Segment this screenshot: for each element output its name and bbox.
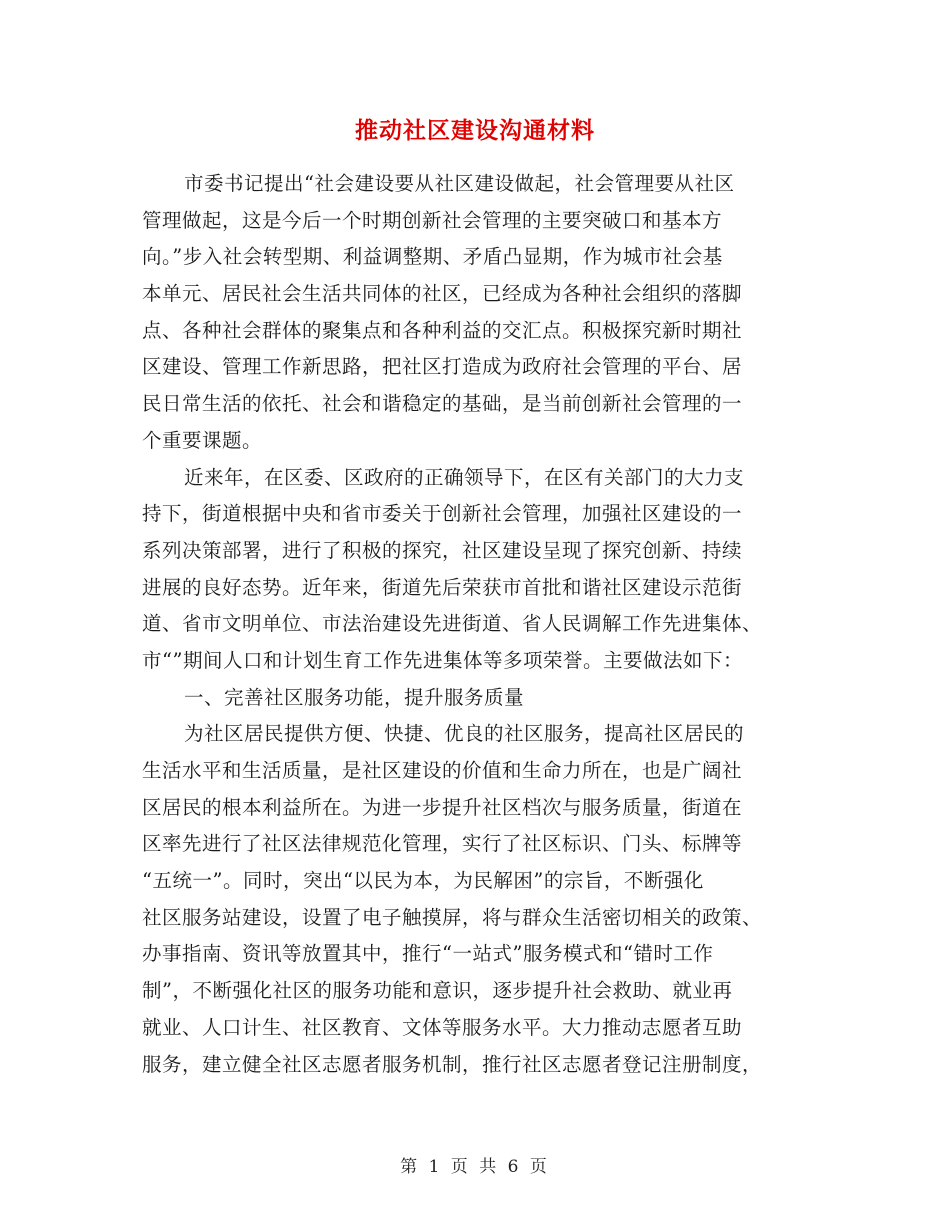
text-line: 近来年，在区委、区政府的正确领导下，在区有关部门的大力支 — [184, 465, 745, 489]
text-line: 个重要课题。 — [142, 428, 263, 452]
text-line: 市委书记提出“社会建设要从社区建设做起，社会管理要从社区 — [184, 172, 735, 195]
text-line: 就业、人口计生、社区教育、文体等服务水平。大力推动志愿者互助 — [142, 1015, 743, 1039]
section-heading: 一、完善社区服务功能，提升服务质量 — [184, 685, 525, 709]
document-body — [142, 166, 814, 1083]
text-line: 民日常生活的依托、社会和谐稳定的基础，是当前创新社会管理的一 — [142, 392, 743, 416]
text-line: 持下，街道根据中央和省市委关于创新社会管理，加强社区建设的一 — [142, 502, 743, 526]
text-line: 点、各种社会群体的聚集点和各种利益的交汇点。积极探究新时期社 — [142, 318, 743, 342]
text-line: 向。”步入社会转型期、利益调整期、矛盾凸显期，作为城市社会基 — [142, 245, 723, 269]
text-line: 生活水平和生活质量，是社区建设的价值和生命力所在，也是广阔社 — [142, 759, 743, 782]
text-line: 区建设、管理工作新思路，把社区打造成为政府社会管理的平台、居 — [142, 355, 743, 379]
text-line: 进展的良好态势。近年来，街道先后荣获市首批和谐社区建设示范街 — [142, 575, 743, 599]
text-line: 市“”期间人口和计划生育工作先进集体等多项荣誉。主要做法如下： — [142, 648, 743, 672]
text-line: 服务，建立健全社区志愿者服务机制，推行社区志愿者登记注册制度， — [142, 1052, 763, 1076]
text-line: 办事指南、资讯等放置其中，推行“一站式”服务模式和“错时工作 — [142, 942, 714, 966]
text-line: 制”，不断强化社区的服务功能和意识，逐步提升社会救助、就业再 — [142, 979, 733, 1003]
text-line: 道、省市文明单位、市法治建设先进街道、省人民调解工作先进集体、 — [142, 612, 763, 636]
text-line: 本单元、居民社会生活共同体的社区，已经成为各种社会组织的落脚 — [142, 282, 743, 306]
document-title: 推动社区建设沟通材料 — [355, 117, 595, 144]
page-footer: 第 1 页 共 6 页 — [400, 1157, 550, 1177]
text-line: “五统一”。同时，突出“以民为本，为民解困”的宗旨，不断强化 — [142, 869, 704, 893]
text-line: 区率先进行了社区法律规范化管理，实行了社区标识、门头、标牌等 — [142, 832, 743, 856]
text-line: 系列决策部署，进行了积极的探究，社区建设呈现了探究创新、持续 — [142, 538, 743, 562]
text-line: 区居民的根本利益所在。为进一步提升社区档次与服务质量，街道在 — [142, 795, 743, 819]
text-line: 社区服务站建设，设置了电子触摸屏，将与群众生活密切相关的政策、 — [142, 905, 763, 929]
text-line: 为社区居民提供方便、快捷、优良的社区服务，提高社区居民的 — [184, 722, 745, 746]
text-line: 管理做起，这是今后一个时期创新社会管理的主要突破口和基本方 — [142, 208, 723, 232]
